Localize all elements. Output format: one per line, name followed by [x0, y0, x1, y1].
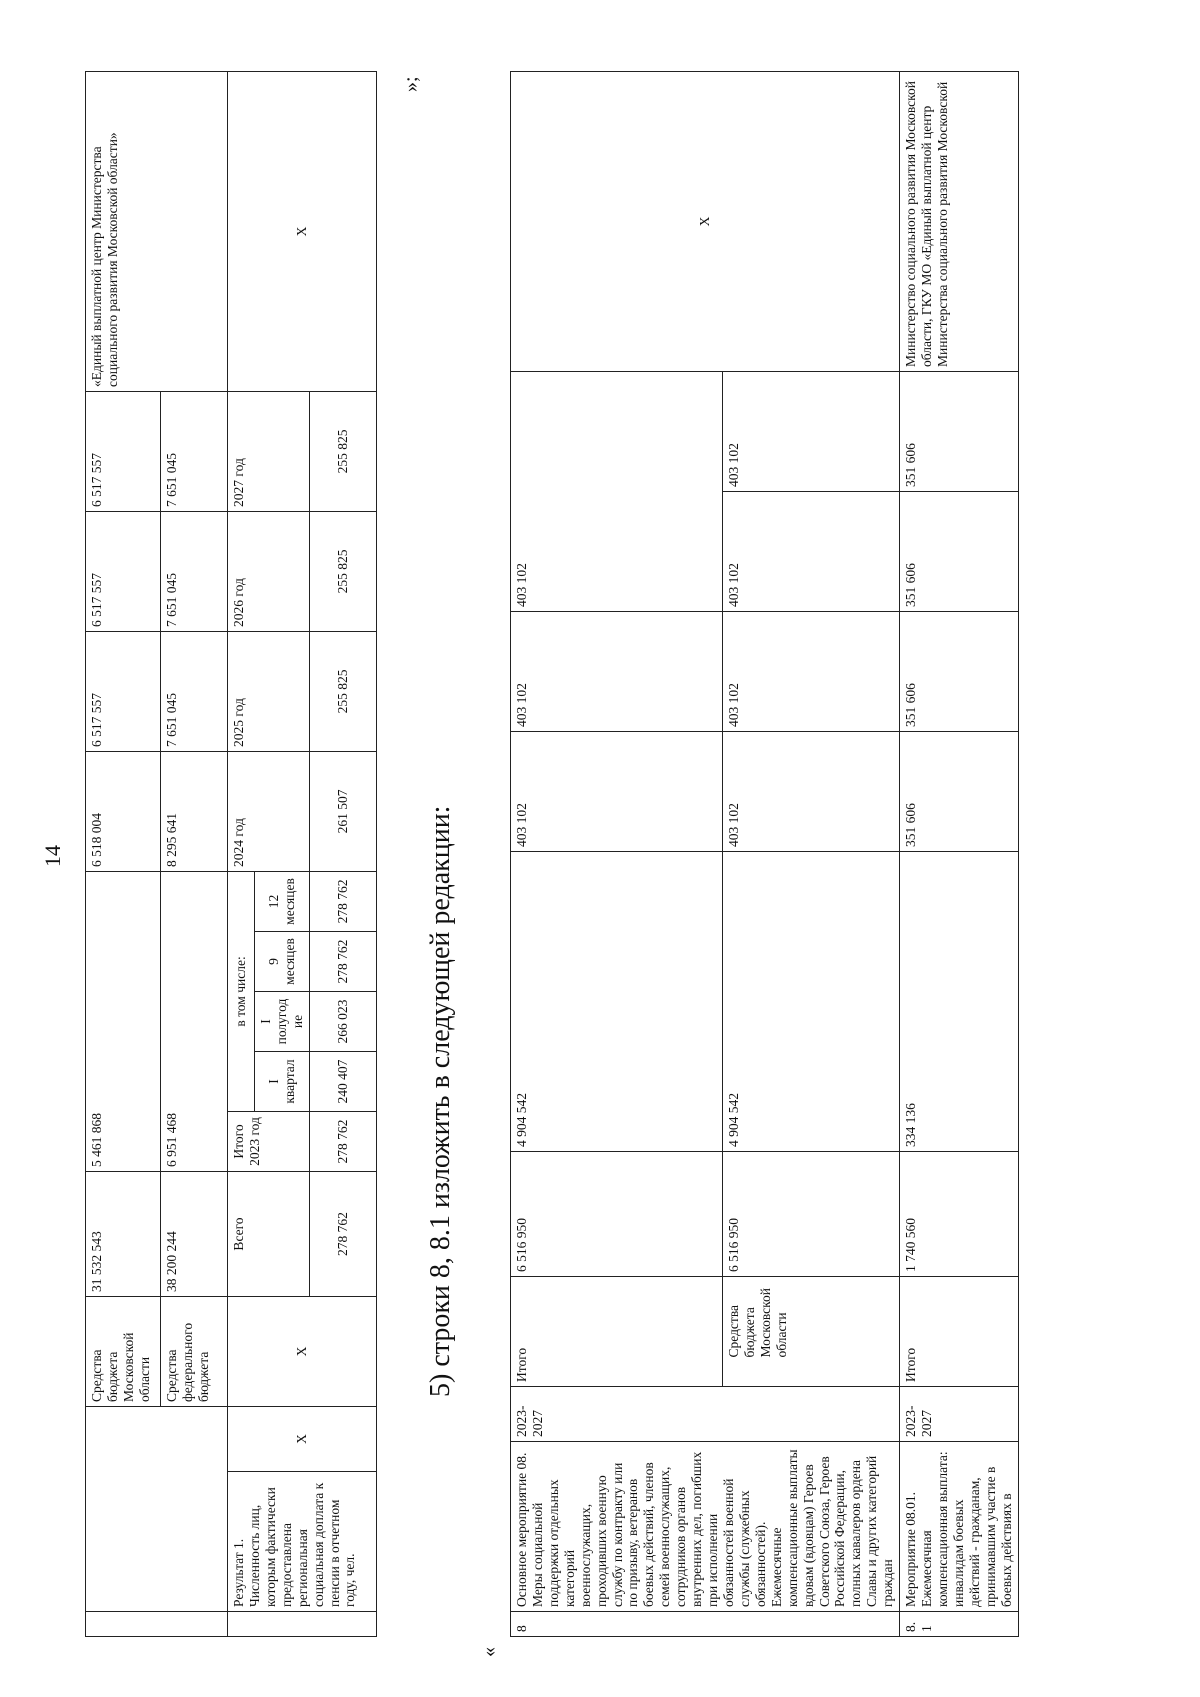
source-mark: Х	[228, 1297, 377, 1407]
result-2026: 255 825	[309, 511, 376, 631]
executor-mark: Х	[511, 71, 900, 371]
row-8-1-itogo	[900, 71, 1018, 1636]
closing-quote: »;	[400, 76, 422, 92]
header-q1: I квартал	[255, 1052, 310, 1112]
period-mark: Х	[228, 1407, 377, 1472]
opening-quote: «	[478, 1647, 500, 1657]
amendment-heading: 5) строки 8, 8.1 изложить в следующей редакции:	[425, 805, 456, 1397]
result-9m: 278 762	[309, 932, 376, 992]
value-2023: 5 461 868	[86, 871, 161, 1171]
header-2024: 2024 год	[228, 751, 310, 871]
header-2027: 2027 год	[228, 391, 310, 511]
result-12m: 278 762	[309, 871, 376, 931]
header-2025: 2025 год	[228, 631, 310, 751]
executor-cell: «Единый выплатной центр Министерства социального развития Московской области»	[86, 71, 228, 391]
header-9m: 9 месяцев	[255, 932, 310, 992]
funding-source: Средства бюджета Московской области	[723, 1276, 900, 1361]
value-2023: 334 136	[900, 851, 1018, 1151]
value-2027: 351 606	[900, 371, 1018, 491]
executor-mark: Х	[228, 71, 377, 391]
total-value: 31 532 543	[86, 1172, 161, 1297]
result-h1: 266 023	[309, 992, 376, 1052]
value-2024: 403 102	[511, 731, 723, 851]
event-name-cell	[86, 1407, 228, 1612]
result-2025: 255 825	[309, 631, 376, 751]
header-h1: I полугодие	[255, 992, 310, 1052]
total-value: 1 740 560	[900, 1151, 1018, 1276]
header-total: Всего	[228, 1172, 310, 1297]
result-2027: 255 825	[309, 391, 376, 511]
period: 2023-2027	[511, 1387, 900, 1442]
total-value: 38 200 244	[161, 1172, 228, 1297]
result-q1: 240 407	[309, 1052, 376, 1112]
result-2024: 261 507	[309, 751, 376, 871]
executor-cell: Министерство социального развития Московской области, ГКУ МО «Единый выплатной центр Министерства социального развития Московской	[900, 71, 1018, 371]
value-2026: 403 102	[511, 371, 723, 611]
total-value: 6 516 950	[511, 1151, 723, 1276]
page-number: 14	[40, 845, 65, 867]
upper-table	[85, 71, 377, 1637]
value-2024: 351 606	[900, 731, 1018, 851]
row-number-cell	[228, 1612, 377, 1637]
value-2026: 351 606	[900, 491, 1018, 611]
period: 2023-2027	[900, 1387, 1018, 1442]
funding-source: Итого	[511, 1276, 723, 1386]
value-2023: 4 904 542	[723, 851, 900, 1151]
event-name: Мероприятие 08.01. Ежемесячная компенсационная выплата: инвалидам боевых действий - гражданам, принимавшим участие в боевых действиях в	[900, 1442, 1018, 1612]
result-itogo-2023: 278 762	[309, 1112, 376, 1172]
lower-table	[510, 71, 1019, 1637]
total-value: 6 516 950	[723, 1151, 900, 1276]
result-header-row	[228, 71, 255, 1636]
value-2025: 403 102	[723, 611, 900, 731]
header-incl: в том числе:	[228, 871, 255, 1111]
value-2023: 4 904 542	[511, 851, 723, 1151]
value-2025: 6 517 557	[86, 631, 161, 751]
value-2026: 7 651 045	[161, 511, 228, 631]
row-number: 8	[511, 1612, 900, 1637]
header-2026: 2026 год	[228, 511, 310, 631]
row-8-itogo	[511, 71, 723, 1636]
value-2025: 351 606	[900, 611, 1018, 731]
value-2024: 403 102	[723, 731, 900, 851]
event-name: Основное мероприятие 08. Меры социальной поддержки отдельных категорий военнослужащих, проходивших военную службу по контракту или по призыву, ветеранов боевых действий, членов семей военнослужащих, сотрудников органов внутренних дел, погибших при исполнении обязанностей военной службы (служебных обязанностей). Ежемесячные компенсационные выплаты вдовам (вдовцам) Героев Советского Союза, Героев Российской Федерации, полных кавалеров ордена Славы и других категорий граждан	[511, 1442, 900, 1612]
result-name: Результат 1. Численность лиц, которым фактически предоставлена региональная социальная доплата к пенсии в отчетном году, чел.	[228, 1472, 377, 1612]
row-number: 8.1	[900, 1612, 1018, 1637]
funding-source: Средства бюджета Московской области	[86, 1297, 161, 1407]
header-12m: 12 месяцев	[255, 871, 310, 931]
value-2023: 6 951 468	[161, 871, 228, 1171]
funding-source: Средства федерального бюджета	[161, 1297, 228, 1407]
funding-source: Итого	[900, 1276, 1018, 1386]
header-itogo-2023: Итого 2023 год	[228, 1112, 310, 1172]
value-2026: 6 517 557	[86, 511, 161, 631]
result-total: 278 762	[309, 1172, 376, 1297]
upper-row-mo-budget	[86, 71, 161, 1636]
value-2027: 7 651 045	[161, 391, 228, 511]
value-2025: 7 651 045	[161, 631, 228, 751]
value-2026: 403 102	[723, 491, 900, 611]
value-2027: 6 517 557	[86, 391, 161, 511]
value-2024: 8 295 641	[161, 751, 228, 871]
value-2025: 403 102	[511, 611, 723, 731]
value-2024: 6 518 004	[86, 751, 161, 871]
row-number-cell	[86, 1612, 228, 1637]
value-2027: 403 102	[723, 371, 900, 491]
